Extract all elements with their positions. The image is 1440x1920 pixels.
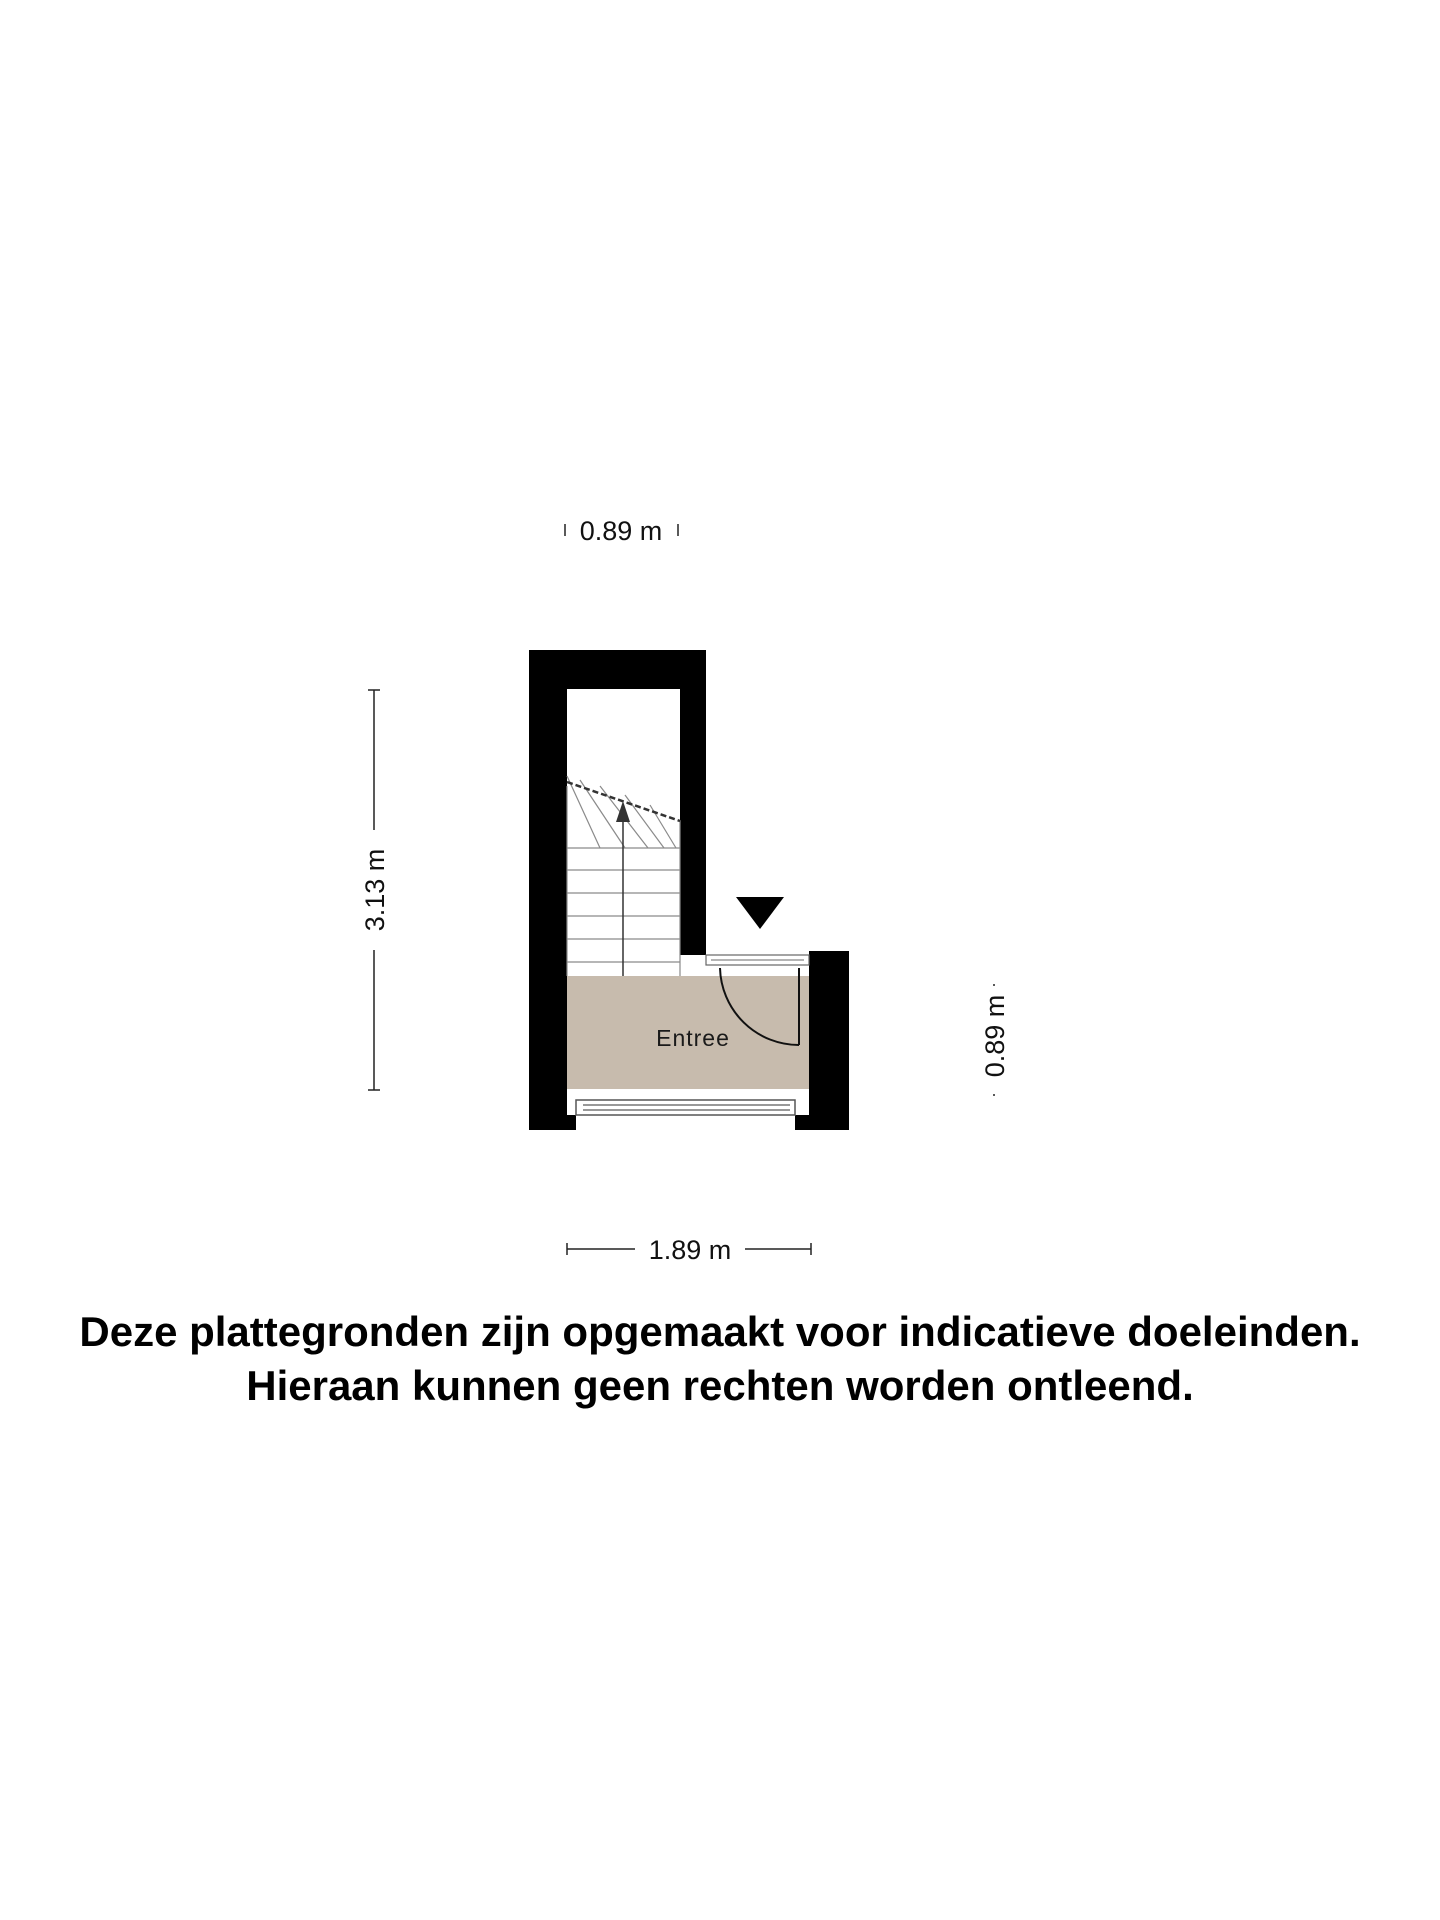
disclaimer-line-1: Deze plattegronden zijn opgemaakt voor indicatieve doeleinden. <box>79 1308 1361 1355</box>
dimension-right <box>980 984 1010 1096</box>
dimension-left-label: 3.13 m <box>360 848 390 932</box>
entrance-threshold <box>706 955 809 965</box>
entrance-marker-icon <box>736 897 784 929</box>
dimension-right-label: 0.89 m <box>980 994 1010 1078</box>
disclaimer-line-2: Hieraan kunnen geen rechten worden ontleend. <box>246 1362 1194 1409</box>
dimension-top-label: 0.89 m <box>579 516 663 546</box>
dimension-top <box>565 516 678 546</box>
stair-arrow-icon <box>616 801 630 976</box>
disclaimer <box>0 1305 1440 1413</box>
room-label-entree: Entree <box>656 1025 730 1051</box>
bottom-window <box>576 1100 795 1115</box>
dimension-bottom-label: 1.89 m <box>648 1235 732 1265</box>
dimension-left <box>360 690 390 1090</box>
dimension-bottom <box>567 1235 811 1265</box>
